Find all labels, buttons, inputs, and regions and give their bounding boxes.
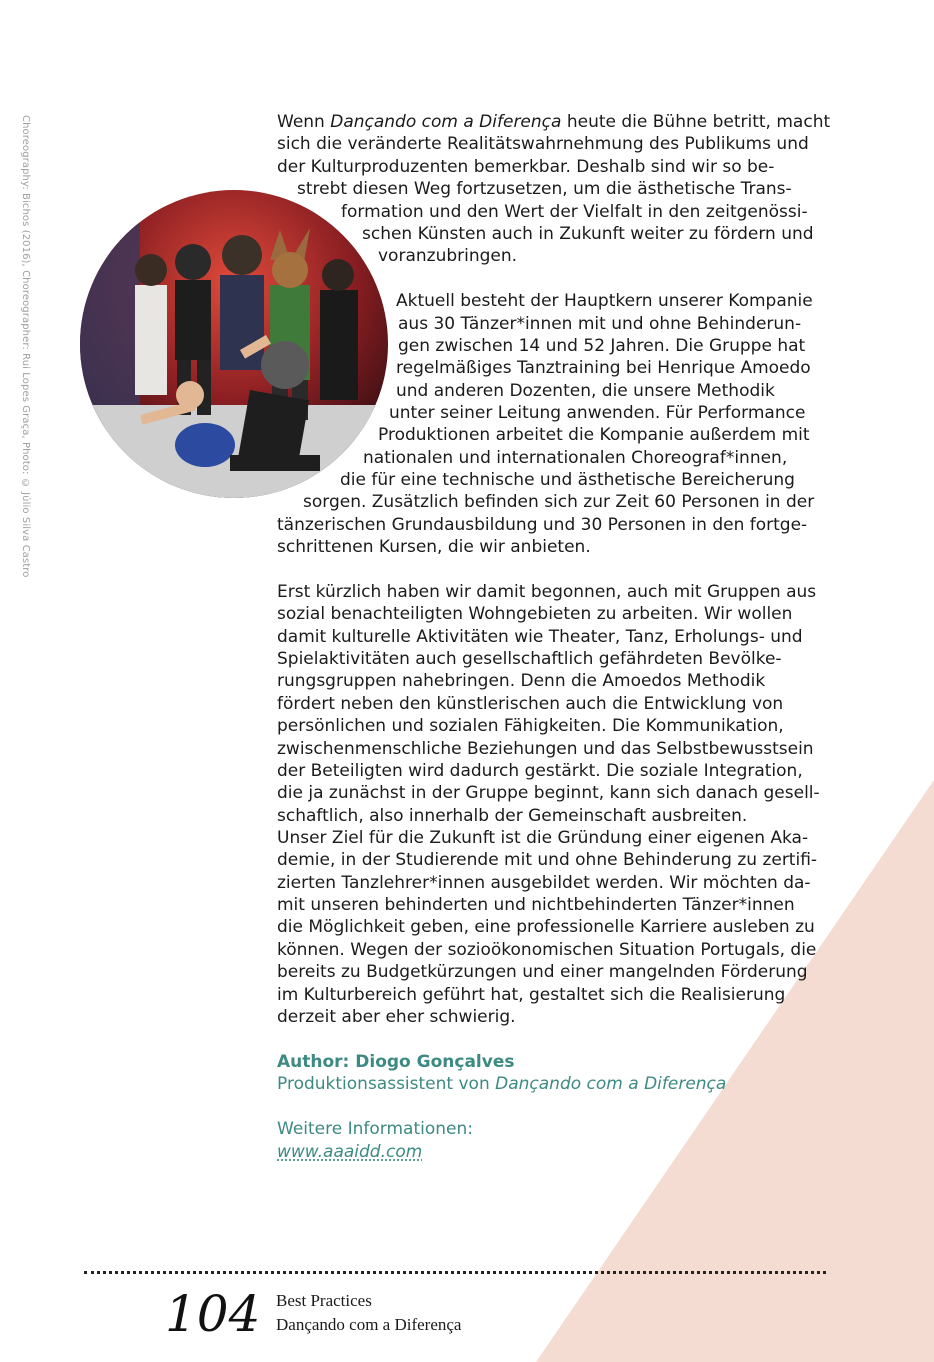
paragraph-2-line: die für eine technische und ästhetische Bereicherung bbox=[340, 470, 795, 490]
paragraph-3-line: mit unseren behinderten und nichtbehinderten Tänzer*innen bbox=[277, 895, 795, 915]
paragraph-3-line: rungsgruppen nahebringen. Denn die Amoedos Methodik bbox=[277, 671, 766, 691]
paragraph-3-line: Unser Ziel für die Zukunft ist die Gründung einer eigenen Aka- bbox=[277, 828, 809, 848]
paragraph-3-line: sozial benachteiligten Wohngebieten zu arbeiten. Wir wollen bbox=[277, 604, 793, 624]
author-role: Produktionsassistent von Dançando com a Diferença bbox=[277, 1074, 727, 1095]
paragraph-2-line: Produktionen arbeitet die Kompanie außerdem mit bbox=[378, 425, 810, 445]
paragraph-3-line: damit kulturelle Aktivitäten wie Theater, Tanz, Erholungs- und bbox=[277, 627, 803, 647]
more-info-label: Weitere Informationen: bbox=[277, 1119, 473, 1139]
paragraph-3-line: fördert neben den künstlerischen auch die Entwicklung von bbox=[277, 694, 784, 714]
paragraph-3-line: die ja zunächst in der Gruppe beginnt, kann sich danach gesell- bbox=[277, 783, 820, 803]
footer-subtitle: Dançando com a Diferença bbox=[276, 1315, 462, 1334]
paragraph-2-line: und anderen Dozenten, die unsere Methodik bbox=[396, 381, 775, 401]
paragraph-3-line: Erst kürzlich haben wir damit begonnen, auch mit Gruppen aus bbox=[277, 582, 817, 602]
paragraph-1-line: sich die veränderte Realitätswahrnehmung des Publikums und bbox=[277, 134, 809, 154]
paragraph-2-line: regelmäßiges Tanztraining bei Henrique Amoedo bbox=[396, 358, 811, 378]
paragraph-3-line: schaftlich, also innerhalb der Gemeinschaft ausbreiten. bbox=[277, 806, 748, 826]
paragraph-3-line: zierten Tanzlehrer*innen ausgebildet werden. Wir möchten da- bbox=[277, 873, 811, 893]
paragraph-3-line: die Möglichkeit geben, eine professionelle Karriere ausleben zu bbox=[277, 917, 815, 937]
paragraph-2-line: unter seiner Leitung anwenden. Für Performance bbox=[389, 403, 806, 423]
website-link[interactable]: www.aaaidd.com bbox=[277, 1142, 423, 1162]
page-number: 104 bbox=[165, 1285, 261, 1343]
author-block bbox=[277, 1051, 726, 1096]
photo-caption: Choreography: Bichos (2016), Choreographer: Rui Lopes Graça, Photo: © Júlio Silva Castro bbox=[20, 115, 31, 578]
paragraph-1-line: voranzubringen. bbox=[378, 246, 518, 266]
paragraph-3-line: im Kulturbereich geführt hat, gestaltet sich die Realisierung bbox=[277, 985, 786, 1005]
footer-dotted-divider bbox=[84, 1271, 826, 1274]
paragraph-2-line: sorgen. Zusätzlich befinden sich zur Zeit 60 Personen in der bbox=[303, 492, 815, 512]
paragraph-3-line: können. Wegen der sozioökonomischen Situation Portugals, die bbox=[277, 940, 817, 960]
paragraph-2-line: Aktuell besteht der Hauptkern unserer Kompanie bbox=[396, 291, 813, 311]
paragraph-3-line: derzeit aber eher schwierig. bbox=[277, 1007, 516, 1027]
paragraph-3-line: der Beteiligten wird dadurch gestärkt. Die soziale Integration, bbox=[277, 761, 803, 781]
paragraph-1-line: formation und den Wert der Vielfalt in den zeitgenössi- bbox=[341, 202, 808, 222]
paragraph-3-line: demie, in der Studierende mit und ohne Behinderung zu zertifi- bbox=[277, 850, 818, 870]
paragraph-1-line: strebt diesen Weg fortzusetzen, um die ästhetische Trans- bbox=[297, 179, 792, 199]
paragraph-2-line: tänzerischen Grundausbildung und 30 Personen in den fortge- bbox=[277, 515, 808, 535]
paragraph-2-line: nationalen und internationalen Choreograf*innen, bbox=[363, 448, 788, 468]
paragraph-1-line: Wenn Dançando com a Diferença heute die Bühne betritt, macht bbox=[277, 112, 831, 132]
dance-photo bbox=[80, 190, 388, 498]
paragraph-2-line: gen zwischen 14 und 52 Jahren. Die Gruppe hat bbox=[398, 336, 806, 356]
paragraph-1-line: der Kulturproduzenten bemerkbar. Deshalb sind wir so be- bbox=[277, 157, 775, 177]
footer-section: Best Practices bbox=[276, 1291, 372, 1310]
paragraph-2-line: aus 30 Tänzer*innen mit und ohne Behinderun- bbox=[398, 314, 802, 334]
paragraph-1-line: schen Künsten auch in Zukunft weiter zu fördern und bbox=[362, 224, 814, 244]
paragraph-3-line: zwischenmenschliche Beziehungen und das Selbstbewusstsein bbox=[277, 739, 814, 759]
paragraph-2-line: schrittenen Kursen, die wir anbieten. bbox=[277, 537, 591, 557]
author-name: Author: Diogo Gonçalves bbox=[277, 1052, 515, 1072]
paragraph-3-line: bereits zu Budgetkürzungen und einer mangelnden Förderung bbox=[277, 962, 808, 982]
paragraph-3-line: Spielaktivitäten auch gesellschaftlich gefährdeten Bevölke- bbox=[277, 649, 782, 669]
paragraph-3-line: persönlichen und sozialen Fähigkeiten. Die Kommunikation, bbox=[277, 716, 784, 736]
